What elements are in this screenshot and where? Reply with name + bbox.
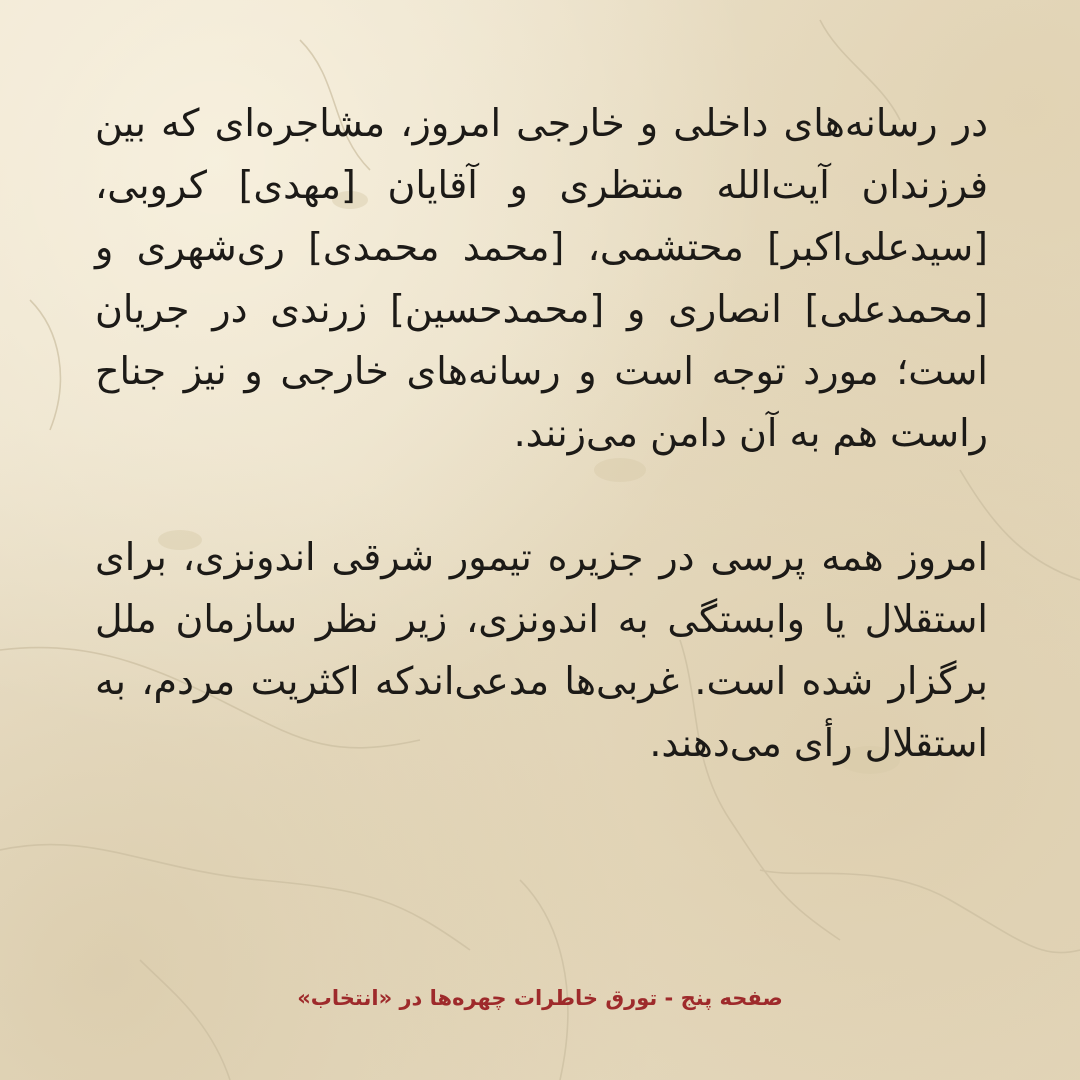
paragraph-1: در رسانه‌های داخلی و خارجی امروز، مشاجره‌ای که بین فرزندان آیت‌الله منتظری و آقایان [مهدی] کروبی، [سیدعلی‌اکبر] محتشمی، [محمد محمدی] ری‌شهری و [محمدعلی] انصاری و [محمدحسین] زرندی در جریان است؛ مورد توجه است و رسانه‌های خارجی و نیز جناح راست هم به آن دامن می‌زنند.	[95, 101, 988, 455]
article-body	[95, 92, 988, 774]
paragraph-2: امروز همه پرسی در جزیره تیمور شرقی اندونزی، برای استقلال یا وابستگی به اندونزی، زیر نظر سازمان ملل برگزار شده است. غربی‌ها مدعی‌اندکه اکثریت مردم، به استقلال رأی می‌دهند.	[95, 535, 988, 765]
page-footer-caption: صفحه پنج - تورق خاطرات چهره‌ها در «انتخاب»	[297, 986, 783, 1010]
